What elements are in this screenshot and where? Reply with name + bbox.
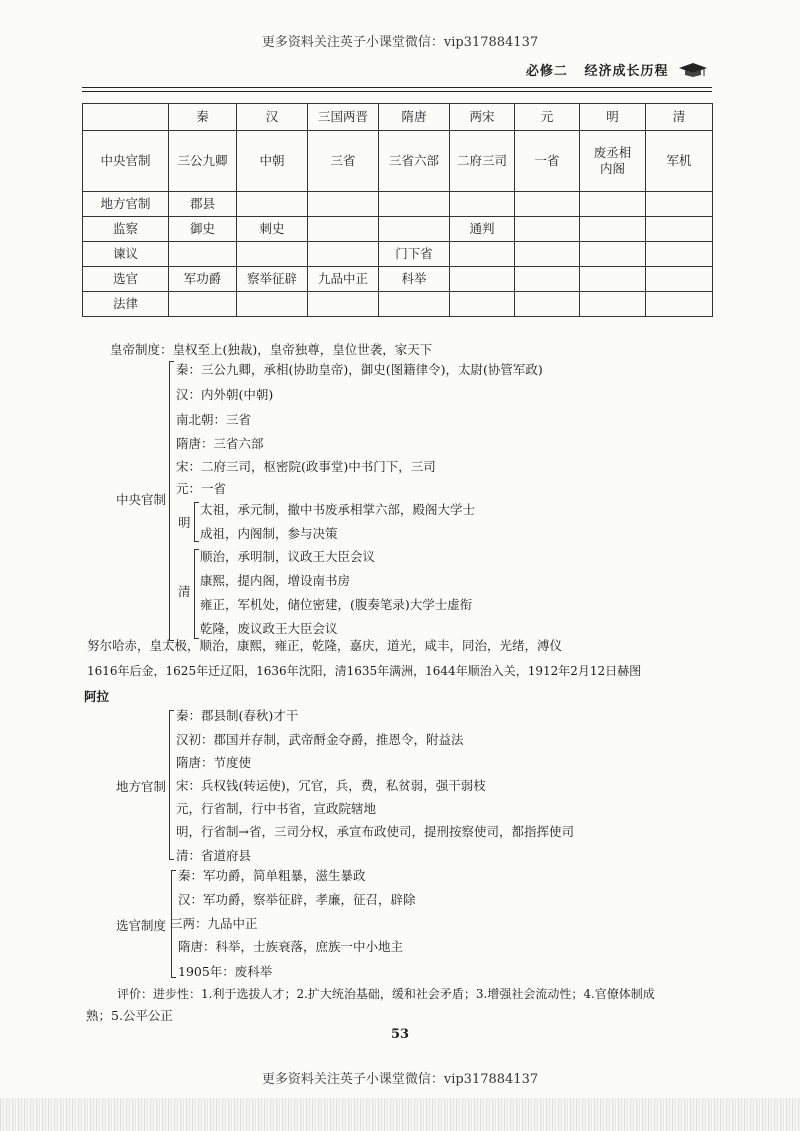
table-cell — [580, 267, 646, 292]
table-header-cell: 秦 — [169, 104, 237, 131]
table-cell — [237, 192, 308, 217]
table-cell: 刺史 — [237, 217, 308, 242]
table-cell — [450, 242, 515, 267]
table-cell — [169, 242, 237, 267]
table-cell — [515, 242, 580, 267]
local-line: 秦：郡县制(春秋)才干 — [176, 708, 299, 723]
evaluation-line-cont: 熟；5.公平公正 — [86, 1008, 173, 1023]
evaluation-line: 评价：进步性：1.利于选拔人才；2.扩大统治基础，缓和社会矛盾；3.增强社会流动性；4.官僚体制成 — [117, 987, 655, 1001]
table-cell — [379, 192, 450, 217]
table-cell — [515, 292, 580, 317]
qing-brace — [194, 549, 199, 639]
row-label: 选官 — [83, 267, 169, 292]
table-row — [83, 242, 713, 267]
table-cell — [646, 217, 713, 242]
graduation-cap-icon — [678, 62, 708, 82]
table-cell: 一省 — [515, 131, 580, 192]
table-header-cell — [83, 104, 169, 131]
table-cell — [515, 192, 580, 217]
selection-line: 汉：军功爵，察举征辟，孝廉，征召，辟除 — [178, 892, 416, 907]
central-line: 汉：内外朝(中朝) — [176, 387, 274, 402]
table-cell — [580, 217, 646, 242]
table-cell — [379, 217, 450, 242]
local-line: 宋：兵权钱(转运使)，冗官，兵，费，私贫弱，强干弱枝 — [176, 778, 486, 793]
table-cell — [237, 292, 308, 317]
central-line: 宋：二府三司，枢密院(政事堂)中书门下，三司 — [176, 459, 436, 474]
table-cell — [580, 242, 646, 267]
table-row — [83, 131, 713, 192]
table-cell — [237, 242, 308, 267]
table-cell: 废丞相 内阁 — [580, 131, 646, 192]
header-rule — [82, 87, 712, 88]
table-cell: 二府三司 — [450, 131, 515, 192]
table-header-cell: 三国两晋 — [308, 104, 379, 131]
row-label: 谏议 — [83, 242, 169, 267]
local-line: 明，行省制→省，三司分权，承宣布政使司，提刑按察使司，都指挥使司 — [176, 824, 574, 839]
table-header-cell: 两宋 — [450, 104, 515, 131]
ming-line: 太祖，承元制，撤中书废承相掌六部，殿阁大学士 — [200, 502, 476, 517]
table-row — [83, 292, 713, 317]
table-header-cell: 清 — [646, 104, 713, 131]
local-brace — [169, 710, 174, 860]
central-line: 元：一省 — [176, 481, 227, 496]
selection-outline-label: 选官制度 — [116, 918, 167, 933]
central-outline-label: 中央官制 — [116, 492, 167, 507]
table-cell — [169, 292, 237, 317]
table-cell — [515, 217, 580, 242]
table-cell: 中朝 — [237, 131, 308, 192]
table-cell — [308, 217, 379, 242]
table-cell — [379, 292, 450, 317]
chapter-title: 经济成长历程 — [584, 64, 669, 79]
table-cell — [450, 192, 515, 217]
selection-line: 1905年：废科举 — [178, 964, 273, 979]
table-cell: 三公九卿 — [169, 131, 237, 192]
qing-line: 乾隆，废议政王大臣会议 — [200, 621, 338, 636]
ming-label: 明 — [178, 515, 191, 530]
table-cell — [450, 267, 515, 292]
table-cell — [646, 192, 713, 217]
local-line: 汉初：郡国并存制，武帝酹金夺爵，推恩令，附益法 — [176, 732, 464, 747]
political-system-table — [82, 103, 713, 317]
table-row — [83, 267, 713, 292]
central-brace — [169, 361, 174, 641]
top-banner: 更多资料关注英子小课堂微信：vip317884137 — [261, 35, 539, 50]
table-cell: 察举征辟 — [237, 267, 308, 292]
local-line: 元，行省制，行中书省，宣政院辖地 — [176, 801, 377, 816]
table-cell — [646, 267, 713, 292]
table-cell: 三省六部 — [379, 131, 450, 192]
table-cell: 九品中正 — [308, 267, 379, 292]
qing-line: 康熙，提内阁，增设南书房 — [200, 573, 351, 588]
ming-brace — [194, 502, 199, 542]
table-header-cell: 元 — [515, 104, 580, 131]
local-outline-label: 地方官制 — [116, 779, 167, 794]
row-label: 法律 — [83, 292, 169, 317]
table-cell: 御史 — [169, 217, 237, 242]
central-line: 南北朝：三省 — [176, 412, 252, 427]
qing-line: 雍正，军机处，储位密建，(腹奏笔录)大学士虚衔 — [200, 597, 473, 612]
row-label: 中央官制 — [83, 131, 169, 192]
selection-line: 秦：军功爵，简单粗暴，滋生暴政 — [178, 868, 366, 883]
table-header-cell: 隋唐 — [379, 104, 450, 131]
emperor-system-line: 皇帝制度：皇权至上(独裁)，皇帝独尊，皇位世袭，家天下 — [110, 342, 433, 357]
header-rule-thin — [82, 91, 712, 92]
table-cell: 三省 — [308, 131, 379, 192]
book-label: 必修二 — [525, 64, 568, 79]
table-cell: 科举 — [379, 267, 450, 292]
central-line: 秦：三公九卿，承相(协助皇帝)，御史(图籍律令)，太尉(协管军政) — [176, 362, 543, 377]
table-header-cell: 明 — [580, 104, 646, 131]
table-header-cell: 汉 — [237, 104, 308, 131]
table-header-row — [83, 104, 713, 131]
qing-line: 顺治，承明制，议政王大臣会议 — [200, 549, 376, 564]
table-row — [83, 217, 713, 242]
chapter-header — [526, 60, 708, 82]
table-cell: 军功爵 — [169, 267, 237, 292]
selection-line: 隋唐：科举，士族衰落，庶族一中小地主 — [178, 939, 404, 954]
local-line: 清：省道府县 — [176, 848, 252, 863]
table-cell — [580, 192, 646, 217]
table-cell — [308, 242, 379, 267]
ming-line: 成祖，内阁制，参与决策 — [200, 526, 338, 541]
table-cell: 门下省 — [379, 242, 450, 267]
table-cell — [308, 292, 379, 317]
table-cell — [450, 292, 515, 317]
timeline-line-cont: 阿拉 — [84, 689, 110, 704]
page-number: 53 — [390, 1027, 410, 1042]
table-cell — [308, 192, 379, 217]
table-cell: 军机 — [646, 131, 713, 192]
table-cell: 郡县 — [169, 192, 237, 217]
timeline-line: 1616年后金，1625年迁辽阳，1636年沈阳，清1635年满洲，1644年顺治入关，1912年2月12日赫图 — [87, 664, 642, 678]
row-label: 地方官制 — [83, 192, 169, 217]
table-row — [83, 192, 713, 217]
selection-line: 三两：九品中正 — [170, 916, 258, 931]
qing-emperors-line: 努尔哈赤，皇太极，顺治，康熙，雍正，乾隆，嘉庆，道光，咸丰，同治，光绪，溥仪 — [87, 638, 563, 653]
table-cell — [515, 267, 580, 292]
table-cell — [580, 292, 646, 317]
qing-label: 清 — [178, 584, 191, 599]
row-label: 监察 — [83, 217, 169, 242]
table-cell — [646, 242, 713, 267]
table-cell — [646, 292, 713, 317]
table-cell: 通判 — [450, 217, 515, 242]
bottom-banner: 更多资料关注英子小课堂微信：vip317884137 — [261, 1072, 539, 1087]
local-line: 隋唐：节度使 — [176, 755, 252, 770]
scan-noise-strip — [0, 1098, 800, 1131]
central-line: 隋唐：三省六部 — [176, 436, 264, 451]
